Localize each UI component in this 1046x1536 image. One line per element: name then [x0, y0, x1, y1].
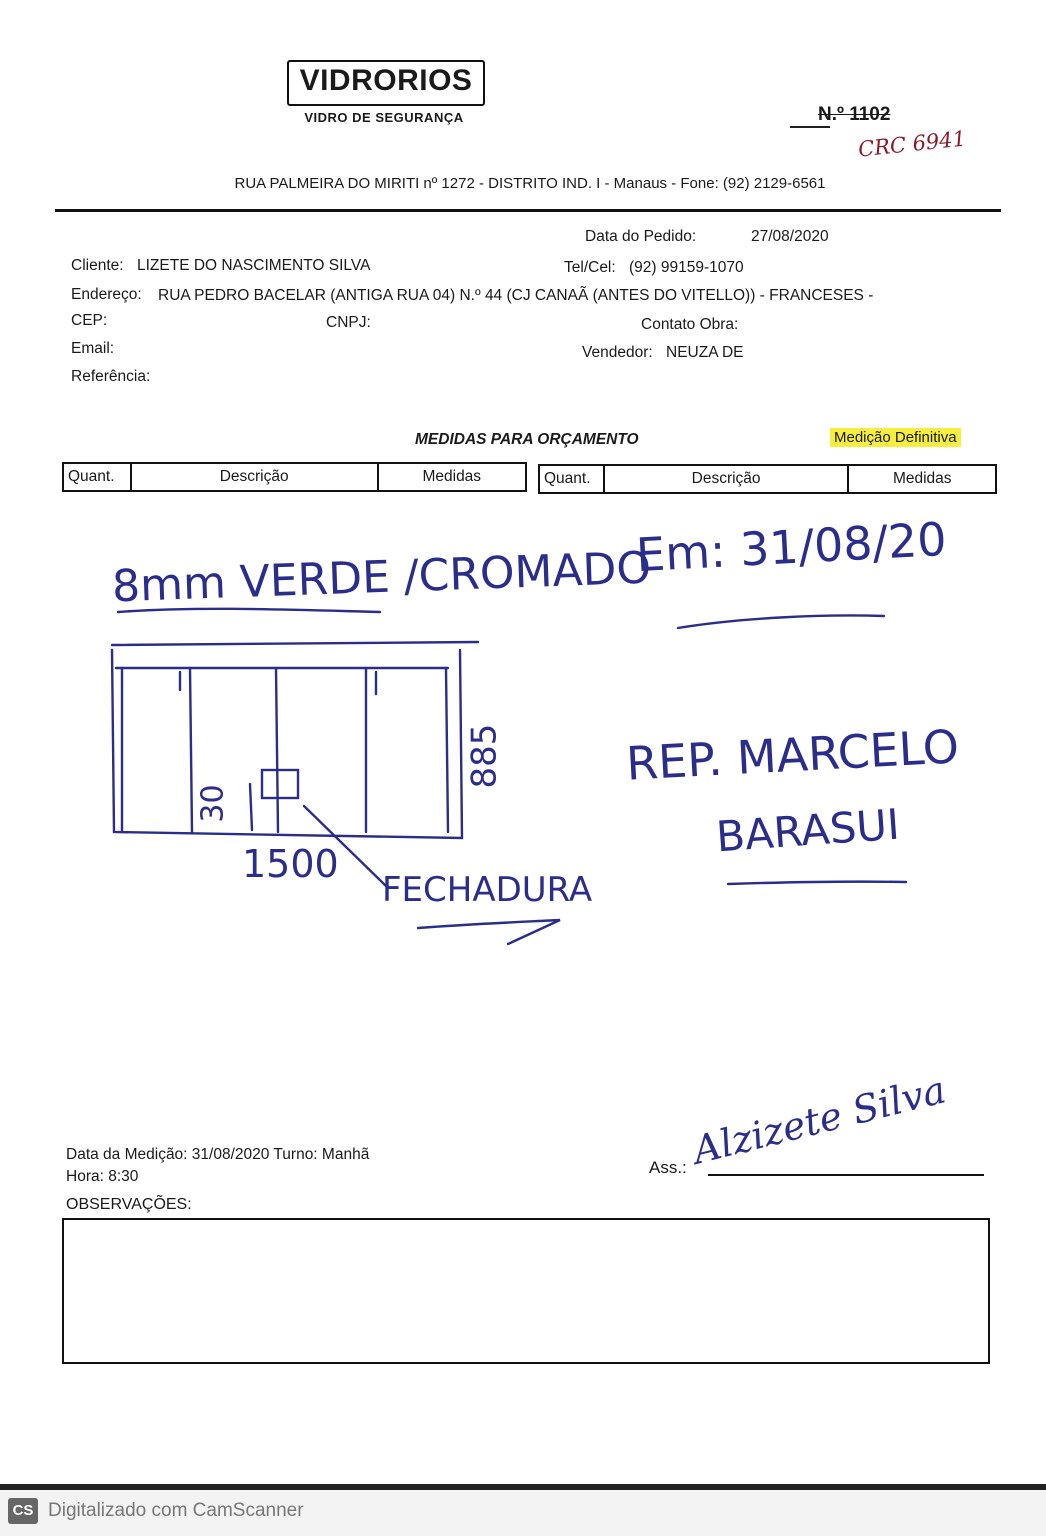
camscanner-watermark: Digitalizado com CamScanner [48, 1500, 304, 1521]
address-label: Endereço: [71, 286, 142, 303]
signature-label: Ass.: [649, 1158, 687, 1177]
scanner-footer-edge [0, 1484, 1046, 1490]
panel-divider-2 [276, 668, 278, 832]
client-label: Cliente: [71, 257, 124, 274]
camscanner-icon: CS [8, 1498, 38, 1524]
measure-date-handwritten: Em: 31/08/20 [634, 511, 948, 583]
glass-spec-handwritten: 8mm VERDE /CROMADO [111, 542, 652, 613]
col-quant: Quant. [539, 465, 604, 493]
observations-label: OBSERVAÇÕES: [66, 1196, 192, 1213]
col-quant: Quant. [63, 463, 131, 491]
height-dimension: 885 [464, 723, 505, 789]
col-measures: Medidas [848, 465, 996, 493]
contact-label: Contato Obra: [641, 316, 739, 333]
order-number: N.º 1102 [818, 104, 891, 125]
observations-box [62, 1218, 990, 1364]
measurement-time: Hora: 8:30 [66, 1168, 139, 1185]
client-value: LIZETE DO NASCIMENTO SILVA [137, 257, 371, 274]
crc-handwritten-note: CRC 6941 [857, 126, 968, 162]
small-dimension: 30 [195, 784, 231, 823]
seller-value: NEUZA DE [666, 344, 744, 361]
reference-label: Referência: [71, 368, 151, 385]
small-dim-line [250, 784, 252, 830]
company-address: RUA PALMEIRA DO MIRITI nº 1272 - DISTRITO IND. I - Manaus - Fone: (92) 2129-6561 [234, 175, 826, 192]
representative-line-1: REP. MARCELO [624, 719, 961, 791]
measure-type-badge: Medição Definitiva [830, 428, 961, 447]
col-description: Descrição [131, 463, 378, 491]
cep-label: CEP: [71, 312, 108, 329]
measures-title: MEDIDAS PARA ORÇAMENTO [415, 431, 639, 448]
order-date-label: Data do Pedido: [585, 228, 697, 245]
signature-line [708, 1174, 984, 1176]
phone-value: (92) 99159-1070 [629, 259, 744, 276]
order-date-value: 27/08/2020 [751, 228, 829, 245]
lock-box [262, 770, 298, 798]
col-description: Descrição [604, 465, 849, 493]
company-logo: VIDRORIOS [299, 64, 473, 97]
date-underline [678, 616, 884, 629]
frame-inner-right [446, 668, 448, 832]
frame-outline [112, 650, 462, 838]
rep-underline [728, 882, 906, 884]
client-signature: Alzizete Silva [688, 1067, 951, 1173]
width-dimension: 1500 [242, 842, 339, 886]
frame-top-line [112, 642, 478, 645]
measurement-date: Data da Medição: 31/08/2020 Turno: Manhã [66, 1146, 370, 1163]
logo-subtitle: VIDRO DE SEGURANÇA [304, 110, 464, 125]
seller-label: Vendedor: [582, 344, 653, 361]
representative-line-2: BARASUI [714, 799, 902, 862]
lock-label: FECHADURA [382, 870, 593, 910]
cnpj-label: CNPJ: [326, 314, 371, 331]
panel-divider-1 [190, 668, 192, 832]
lock-underline [418, 920, 560, 944]
email-label: Email: [71, 340, 115, 357]
phone-label: Tel/Cel: [564, 259, 616, 276]
address-value: RUA PEDRO BACELAR (ANTIGA RUA 04) N.º 44 (CJ CANAÃ (ANTES DO VITELLO)) - FRANCESES - [158, 287, 874, 304]
col-measures: Medidas [378, 463, 526, 491]
